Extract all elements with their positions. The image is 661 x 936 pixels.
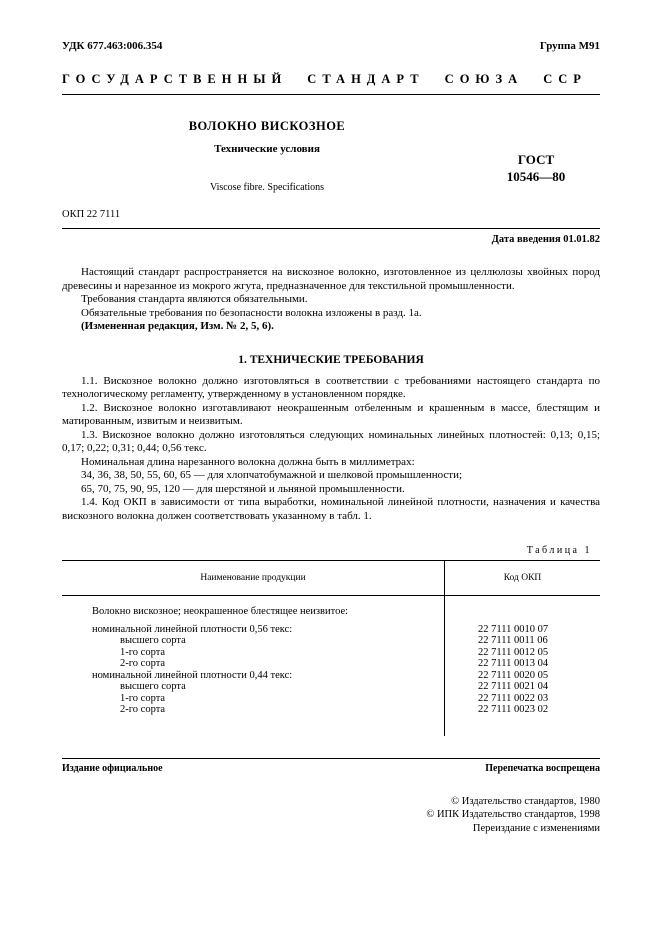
state-standard-banner: ГОСУДАРСТВЕННЫЙ СТАНДАРТ СОЮЗА ССР [62, 72, 600, 95]
gost-designation [472, 151, 600, 193]
table-row [62, 647, 600, 659]
mandatory-paragraph: Требования стандарта являются обязательными. [81, 293, 308, 305]
table-caption: Таблица 1 [526, 545, 592, 556]
amendment-note: (Измененная редакция, Изм. № 2, 5, 6). [81, 320, 274, 332]
document-title-english: Viscose fibre. Specifications [209, 182, 325, 193]
gost-label: ГОСТ [517, 152, 555, 167]
official-edition-label: Издание официальное [62, 762, 163, 774]
clause-1-3-cotton-lengths: 34, 36, 38, 50, 55, 60, 65 — для хлопчатобумажной и шелковой промышленности; [81, 469, 463, 481]
introduction-date: Дата введения 01.01.82 [491, 234, 600, 245]
row-code: 22 7111 0023 02 [478, 704, 549, 715]
document-title: ВОЛОКНО ВИСКОЗНОЕ [188, 119, 346, 133]
okp-code: ОКП 22 7111 [62, 209, 121, 220]
row-name: высшего сорта [62, 681, 445, 693]
title-section [62, 119, 600, 193]
horizontal-rule [62, 228, 600, 229]
clause-1-3-length: Номинальная длина нарезанного волокна должна быть в миллиметрах: [81, 455, 415, 468]
table-row [62, 635, 600, 647]
okp-codes-table [62, 560, 600, 736]
table-row [62, 670, 600, 682]
row-code [445, 596, 600, 618]
clause-1-3: 1.3. Вискозное волокно должно изготовляться следующих номинальных линейных плотностей: 0,13; 0,15; 0,17; 0,22; 0,31; 0,44; 0,56 текс. [62, 428, 600, 454]
row-name: номинальной линейной плотности 0,56 текс: [62, 618, 445, 636]
row-code: 22 7111 0022 03 [478, 692, 549, 704]
group-code: Группа М91 [539, 40, 600, 52]
row-name: номинальной линейной плотности 0,44 текс: [62, 670, 445, 682]
table-row [62, 618, 600, 636]
row-name: 1-го сорта [62, 647, 445, 659]
table-row [62, 596, 600, 618]
document-body [62, 266, 600, 523]
footer-rule [62, 758, 600, 759]
table-row [62, 693, 600, 705]
safety-paragraph: Обязательные требования по безопасности волокна изложены в разд. 1а. [81, 306, 422, 319]
row-name: 2-го сорта [62, 658, 445, 670]
table-row [62, 704, 600, 716]
row-name: Волокно вискозное; неокрашенное блестящее неизвитое: [62, 596, 445, 618]
row-name: высшего сорта [62, 635, 445, 647]
row-name: 1-го сорта [62, 693, 445, 705]
row-code: 22 7111 0011 06 [478, 635, 548, 646]
table-header-okp-code: Код ОКП [503, 573, 542, 583]
document-subtitle: Технические условия [214, 143, 320, 155]
section-1-heading: 1. ТЕХНИЧЕСКИЕ ТРЕБОВАНИЯ [238, 353, 424, 366]
clause-1-1: 1.1. Вискозное волокно должно изготовляться в соответствии с требованиями настоящего стандарта по технологическому регламенту, утвержденному в установленном порядке. [62, 374, 600, 400]
title-main [62, 119, 472, 193]
table-header-product-name: Наименование продукции [62, 561, 445, 595]
row-code: 22 7111 0021 04 [478, 681, 549, 692]
copyright-block [62, 795, 600, 836]
udk-code: УДК 677.463:006.354 [62, 40, 163, 52]
table-row [62, 681, 600, 693]
document-identifiers [62, 40, 600, 52]
table-row [62, 658, 600, 670]
copyright-line-3: Переиздание с изменениями [472, 822, 600, 834]
table-header-row [62, 561, 600, 596]
scope-paragraph: Настоящий стандарт распространяется на вискозное волокно, изготовленное из целлюлозы хвойных пород древесины и нарезанное из мокрого жгута, предназначенное для текстильной промышленности. [62, 266, 600, 292]
clause-1-4: 1.4. Код ОКП в зависимости от типа выработки, номинальной линейной плотности, назначения и качества вискозного волокна должен соответствовать указанному в табл. 1. [62, 496, 600, 522]
clause-1-2: 1.2. Вискозное волокно изготавливают неокрашенным отбеленным и крашенным в массе, блестящим и матированным, извитым и неизвитым. [62, 401, 600, 427]
gost-number: 10546—80 [506, 169, 566, 184]
row-code: 22 7111 0012 05 [478, 646, 549, 658]
footer-line [62, 763, 600, 774]
row-name: 2-го сорта [62, 704, 445, 716]
table-filler-row [62, 716, 600, 736]
copyright-line-2: © ИПК Издательство стандартов, 1998 [426, 809, 600, 820]
clause-1-3-wool-lengths: 65, 70, 75, 90, 95, 120 — для шерстяной и льняной промышленности. [81, 482, 405, 495]
reprint-prohibited-label: Перепечатка воспрещена [485, 762, 600, 774]
row-code: 22 7111 0010 07 [478, 623, 549, 635]
copyright-line-1: © Издательство стандартов, 1980 [451, 795, 600, 807]
row-code: 22 7111 0013 04 [478, 658, 549, 669]
row-code: 22 7111 0020 05 [478, 669, 549, 681]
